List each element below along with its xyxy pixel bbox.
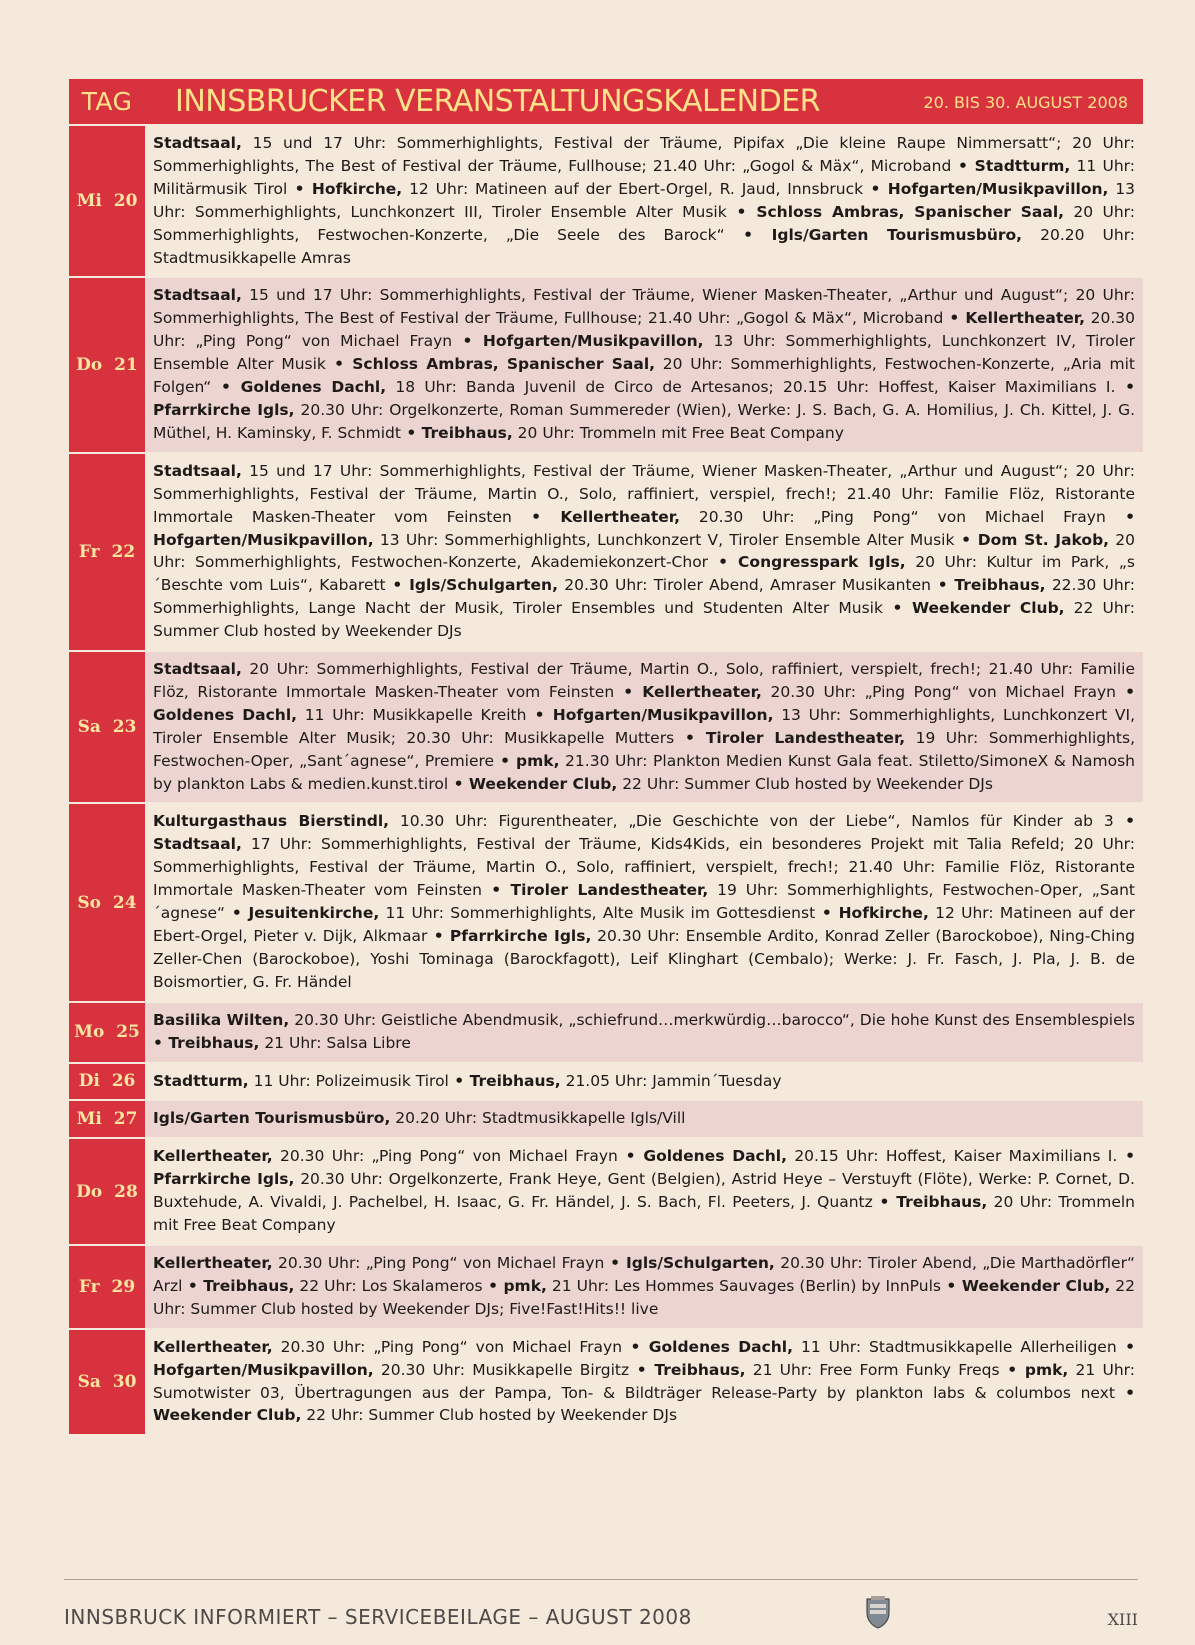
event-details: 13 Uhr: Sommerhighlights, Lunchkonzert VI, Tiroler Ensemble Alter Musik; 20.30 Uhr: Musikkapelle Mutters: [153, 705, 1135, 747]
event-details: 11 Uhr: Sommerhighlights, Alte Musik im Gottesdienst: [379, 904, 816, 923]
venue-name: Tiroler Landestheater,: [510, 881, 709, 900]
venue-name: Pfarrkirche Igls,: [449, 927, 592, 945]
bullet-separator: •: [153, 1033, 169, 1052]
day-row: [69, 1328, 1143, 1435]
event-details: 20 Uhr: Trommeln mit Free Beat Company: [153, 1193, 1135, 1235]
bullet-separator: •: [999, 1360, 1025, 1379]
day-label: Do 21: [69, 278, 145, 451]
venue-name: Hofgarten/Musikpavillon,: [153, 1360, 374, 1379]
venue-name: Hofgarten/Musikpavillon,: [887, 179, 1109, 198]
bullet-separator: •: [494, 751, 517, 770]
bullet-separator: •: [385, 576, 410, 595]
event-details: 20.30 Uhr: „Ping Pong“ von Michael Frayn: [153, 309, 1135, 351]
event-details: 21 Uhr: Free Form Funky Freqs: [745, 1360, 1000, 1379]
day-events: [145, 1064, 1143, 1100]
calendar-title: INNSBRUCKER VERANSTALTUNGSKALENDER: [175, 84, 821, 119]
venue-name: Hofkirche,: [311, 179, 403, 198]
day-events: [145, 1003, 1143, 1062]
day-row: [69, 276, 1143, 451]
day-row: [69, 650, 1143, 802]
bullet-separator: •: [1116, 682, 1135, 701]
event-details: 22 Uhr: Los Skalameros: [294, 1276, 483, 1295]
calendar-header: [69, 79, 1143, 124]
day-label: Mi 20: [69, 126, 145, 276]
venue-name: Weekender Club,: [153, 1406, 302, 1425]
bullet-separator: •: [882, 599, 912, 618]
venue-name: Kellertheater,: [153, 1337, 273, 1356]
bullet-separator: •: [225, 904, 249, 923]
venue-name: Treibhaus,: [168, 1033, 260, 1052]
bullet-separator: •: [448, 1071, 470, 1090]
venue-name: Igls/Schulgarten,: [409, 576, 558, 595]
day-label: Mi 27: [69, 1101, 145, 1137]
venue-name: Tiroler Landestheater,: [705, 728, 906, 747]
event-details: 20.30 Uhr: Orgelkonzerte, Roman Summereder (Wien), Werke: J. S. Bach, G. A. Homilius, J. Ch. Kittel, J. G. Müthel, H. Kaminsky, F. Schmidt: [153, 400, 1136, 442]
event-details: 20.30 Uhr: Tiroler Abend, „Die Marthadörfler“ Arzl: [153, 1253, 1135, 1295]
venue-name: Kulturgasthaus Bierstindl,: [153, 812, 390, 831]
tag-column-heading: TAG: [81, 87, 133, 116]
bullet-separator: •: [614, 682, 643, 701]
venue-name: Pfarrkirche Igls,: [153, 400, 295, 419]
bullet-separator: •: [400, 423, 422, 442]
bullet-separator: •: [617, 1147, 644, 1166]
day-label: Mo 25: [69, 1003, 145, 1062]
bullet-separator: •: [511, 507, 561, 526]
venue-name: Treibhaus,: [896, 1193, 988, 1212]
event-details: 22.30 Uhr: Sommerhighlights, Lange Nacht der Musik, Tiroler Ensembles und Studenten Alter Musik: [153, 576, 1135, 618]
day-events: [145, 454, 1143, 650]
venue-name: Goldenes Dachl,: [240, 378, 387, 397]
day-events: [145, 652, 1143, 802]
day-row: [69, 1099, 1143, 1137]
event-details: 21.05 Uhr: Jammin´Tuesday: [560, 1071, 782, 1090]
day-label: Do 28: [69, 1139, 145, 1244]
event-details: 19 Uhr: Sommerhighlights, Festwochen-Oper, „Sant´agnese“: [153, 881, 1135, 923]
venue-name: Stadtsaal,: [153, 835, 242, 854]
venue-name: pmk,: [1024, 1360, 1069, 1379]
bullet-separator: •: [452, 332, 483, 351]
bullet-separator: •: [287, 179, 312, 198]
venue-name: Goldenes Dachl,: [153, 705, 298, 724]
venue-name: Congresspark Igls,: [738, 553, 906, 572]
bullet-separator: •: [951, 156, 975, 175]
event-details: 13 Uhr: Sommerhighlights, Lunchkonzert III, Tiroler Ensemble Alter Musik: [153, 179, 1136, 221]
event-details: 11 Uhr: Militärmusik Tirol: [153, 156, 1135, 198]
event-details: 22 Uhr: Summer Club hosted by Weekender DJs; Five!Fast!Hits!! live: [153, 1276, 1135, 1318]
day-label: Fr 29: [69, 1246, 145, 1328]
bullet-separator: •: [481, 881, 511, 900]
venue-name: Treibhaus,: [421, 423, 513, 442]
day-events: [145, 1246, 1143, 1328]
day-events: [145, 804, 1143, 1000]
bullet-separator: •: [708, 553, 739, 572]
venue-name: Kellertheater,: [642, 682, 762, 701]
venue-name: Jesuitenkirche,: [248, 904, 380, 923]
venue-name: Schloss Ambras, Spanischer Saal,: [352, 355, 656, 374]
venue-name: Igls/Garten Tourismusbüro,: [153, 1109, 391, 1128]
venue-name: Treibhaus,: [469, 1071, 561, 1090]
venue-name: Stadtsaal,: [153, 461, 242, 480]
event-details: 17 Uhr: Sommerhighlights, Festival der Träume, Kids4Kids, ein besonderes Projekt mit Talia Refeld; 20 Uhr: Sommerhighlights, Festival der Träume, Martin O., Solo, raffiniert, verspielt, frech!; 21.40 Uhr: Familie Flöz, Ristorante Immortale Masken-Theater vom Feinsten: [153, 835, 1135, 900]
page-number: XIII: [1107, 1610, 1138, 1629]
bullet-separator: •: [427, 927, 450, 945]
footer-divider: [64, 1579, 1138, 1580]
venue-name: Weekender Club,: [468, 774, 618, 793]
event-details: 21.30 Uhr: Plankton Medien Kunst Gala feat. Stiletto/SimoneX & Namosh by plankton Labs & medien.kunst.tirol: [153, 751, 1135, 793]
event-details: 20 Uhr: Sommerhighlights, Festwochen-Konzerte, Akademiekonzert-Chor: [153, 530, 1136, 572]
event-calendar: [69, 79, 1143, 1434]
day-events: [145, 1101, 1143, 1137]
event-details: 13 Uhr: Sommerhighlights, Lunchkonzert V, Tiroler Ensemble Alter Musik: [373, 530, 955, 549]
event-details: 20 Uhr: Sommerhighlights, Festwochen-Konzerte, „Aria mit Folgen“: [153, 355, 1136, 397]
venue-name: Stadtsaal,: [153, 286, 242, 305]
bullet-separator: •: [726, 202, 757, 221]
day-label: Sa 30: [69, 1330, 145, 1435]
venue-name: Kellertheater,: [560, 507, 681, 526]
day-row: [69, 1001, 1143, 1062]
bullet-separator: •: [1117, 1147, 1135, 1166]
event-details: 18 Uhr: Banda Juvenil de Circo de Artesanos; 20.15 Uhr: Hoffest, Kaiser Maximilians I.: [386, 378, 1116, 397]
bullet-separator: •: [325, 355, 353, 374]
day-label: Di 26: [69, 1064, 145, 1100]
day-list: [69, 124, 1143, 1434]
bullet-separator: •: [872, 1193, 897, 1212]
venue-name: Schloss Ambras, Spanischer Saal,: [756, 202, 1065, 221]
venue-name: Basilika Wilten,: [153, 1010, 290, 1029]
event-details: 20.30 Uhr: Ensemble Ardito, Konrad Zeller (Barockoboe), Ning-Ching Zeller-Chen (Barockoboe), Yoshi Tominaga (Barockfagott), Leif Klinghart (Cembalo); Werke: J. Fr. Fasch, J. Pla, J. B. de Boismortier, G. Fr. Händel: [153, 927, 1135, 991]
day-events: [145, 1139, 1143, 1244]
bullet-separator: •: [943, 309, 966, 328]
event-details: 22 Uhr: Summer Club hosted by Weekender DJs: [153, 599, 1135, 641]
venue-name: Igls/Schulgarten,: [625, 1253, 775, 1272]
event-details: 15 und 17 Uhr: Sommerhighlights, Festival der Träume, Wiener Masken-Theater, „Arthur und August“; 20 Uhr: Sommerhighlights, Festival der Träume, Martin O., Solo, raffiniert, verspiel, frech!; 21.40 Uhr: Familie Flöz, Ristorante Immortale Masken-Theater vom Feinsten: [153, 461, 1135, 526]
venue-name: Kellertheater,: [965, 309, 1086, 328]
venue-name: Weekender Club,: [961, 1276, 1111, 1295]
day-events: [145, 126, 1143, 276]
date-range: 20. BIS 30. AUGUST 2008: [923, 93, 1128, 112]
event-details: 20.30 Uhr: Tiroler Abend, Amraser Musikanten: [557, 576, 931, 595]
venue-name: Stadtturm,: [974, 156, 1071, 175]
city-crest-icon: [865, 1595, 891, 1629]
day-row: [69, 1137, 1143, 1244]
event-details: 11 Uhr: Musikkapelle Kreith: [297, 705, 527, 724]
venue-name: Stadtturm,: [153, 1071, 249, 1090]
event-details: 20.15 Uhr: Hoffest, Kaiser Maximilians I.: [786, 1147, 1118, 1166]
bullet-separator: •: [1116, 1337, 1135, 1356]
event-details: 20.30 Uhr: „Ping Pong“ von Michael Frayn: [272, 1253, 605, 1272]
bullet-separator: •: [482, 1276, 504, 1295]
event-details: 20 Uhr: Trommeln mit Free Beat Company: [512, 423, 844, 442]
event-details: 12 Uhr: Matineen auf der Ebert-Orgel, R. Jaud, Innsbruck: [402, 179, 864, 198]
bullet-separator: •: [448, 774, 469, 793]
venue-name: Stadtsaal,: [153, 660, 242, 679]
bullet-separator: •: [182, 1276, 204, 1295]
event-details: 20.30 Uhr: „Ping Pong“ von Michael Frayn: [272, 1337, 623, 1356]
event-details: 10.30 Uhr: Figurentheater, „Die Geschichte von der Liebe“, Namlos für Kinder ab 3: [389, 812, 1114, 831]
venue-name: Kellertheater,: [153, 1253, 273, 1272]
venue-name: Stadtsaal,: [153, 134, 242, 152]
bullet-separator: •: [930, 576, 955, 595]
venue-name: Treibhaus,: [954, 576, 1046, 595]
day-row: [69, 452, 1143, 650]
day-label: Sa 23: [69, 652, 145, 802]
event-details: 22 Uhr: Summer Club hosted by Weekender DJs: [617, 774, 993, 793]
event-details: 15 und 17 Uhr: Sommerhighlights, Festival der Träume, Pipifax „Die kleine Raupe Nimmersatt“; 20 Uhr: Sommerhighlights, The Best of Festival der Träume, Fullhouse; 21.40 Uhr: „Gogol & Mäx“, Microband: [153, 134, 1135, 175]
bullet-separator: •: [940, 1276, 962, 1295]
bullet-separator: •: [1113, 812, 1136, 831]
event-details: 20.30 Uhr: Musikkapelle Birgitz: [373, 1360, 630, 1379]
bullet-separator: •: [629, 1360, 655, 1379]
bullet-separator: •: [604, 1253, 626, 1272]
event-details: 20.30 Uhr: „Ping Pong“ von Michael Frayn: [680, 507, 1106, 526]
event-details: 20.30 Uhr: Orgelkonzerte, Frank Heye, Gent (Belgien), Astrid Heye – Verstuyft (Flöte), Werke: P. Cornet, D. Buxtehude, A. Vivaldi, J. Pachelbel, H. Isaac, G. Fr. Händel, J. S. Bach, Fl. Peeters, J. Quantz: [153, 1170, 1135, 1212]
day-events: [145, 278, 1143, 451]
event-details: 21 Uhr: Salsa Libre: [259, 1033, 411, 1052]
day-row: [69, 1062, 1143, 1100]
venue-name: Goldenes Dachl,: [648, 1337, 794, 1356]
bullet-separator: •: [526, 705, 553, 724]
day-events: [145, 1330, 1143, 1435]
bullet-separator: •: [815, 904, 839, 923]
event-details: 21 Uhr: Les Hommes Sauvages (Berlin) by InnPuls: [546, 1276, 941, 1295]
venue-name: Treibhaus,: [203, 1276, 295, 1295]
bullet-separator: •: [674, 728, 706, 747]
bullet-separator: •: [954, 530, 978, 549]
event-details: 13 Uhr: Sommerhighlights, Lunchkonzert IV, Tiroler Ensemble Alter Musik: [153, 332, 1136, 374]
bullet-separator: •: [724, 225, 772, 244]
event-details: 20 Uhr: Sommerhighlights, Festival der Träume, Martin O., Solo, raffiniert, verspielt, frech!; 21.40 Uhr: Familie Flöz, Ristorante Immortale Masken-Theater vom Feinsten: [153, 660, 1135, 701]
event-details: 22 Uhr: Summer Club hosted by Weekender DJs: [301, 1406, 678, 1425]
venue-name: Treibhaus,: [654, 1360, 746, 1379]
venue-name: Goldenes Dachl,: [643, 1147, 787, 1166]
venue-name: pmk,: [503, 1276, 547, 1295]
footer-title: INNSBRUCK INFORMIERT – SERVICEBEILAGE – AUGUST 2008: [64, 1605, 692, 1629]
event-details: 20.20 Uhr: Stadtmusikkapelle Amras: [153, 225, 1136, 267]
bullet-separator: •: [1114, 1383, 1135, 1402]
venue-name: Weekender Club,: [912, 599, 1065, 618]
event-details: 20.30 Uhr: „Ping Pong“ von Michael Frayn: [272, 1147, 618, 1166]
event-details: 11 Uhr: Polizeimusik Tirol: [248, 1071, 449, 1090]
bullet-separator: •: [622, 1337, 649, 1356]
bullet-separator: •: [1115, 378, 1136, 397]
day-label: So 24: [69, 804, 145, 1000]
venue-name: Hofgarten/Musikpavillon,: [482, 332, 704, 351]
venue-name: Igls/Garten Tourismusbüro,: [771, 225, 1023, 244]
venue-name: Hofgarten/Musikpavillon,: [552, 705, 774, 724]
venue-name: pmk,: [516, 751, 560, 770]
bullet-separator: •: [1105, 507, 1135, 526]
day-row: [69, 802, 1143, 1000]
day-row: [69, 1244, 1143, 1328]
event-details: 12 Uhr: Matineen auf der Ebert-Orgel, Pieter v. Dijk, Alkmaar: [153, 904, 1135, 945]
venue-name: Kellertheater,: [153, 1147, 273, 1166]
venue-name: Hofgarten/Musikpavillon,: [153, 530, 374, 549]
venue-name: Pfarrkirche Igls,: [153, 1170, 295, 1189]
event-details: 20 Uhr: Sommerhighlights, Festwochen-Konzerte, „Die Seele des Barock“: [153, 202, 1135, 244]
event-details: 20.20 Uhr: Stadtmusikkapelle Igls/Vill: [390, 1109, 686, 1128]
event-details: 20 Uhr: Kultur im Park, „s´Beschte vom Luis“, Kabarett: [153, 553, 1135, 595]
event-details: 20.30 Uhr: Geistliche Abendmusik, „schiefrund…merkwürdig…barocco“, Die hohe Kunst des Ensemblespiels: [289, 1010, 1136, 1029]
bullet-separator: •: [211, 378, 241, 397]
event-details: 19 Uhr: Sommerhighlights, Festwochen-Oper, „Sant´agnese“, Premiere: [153, 728, 1135, 770]
venue-name: Hofkirche,: [838, 904, 929, 923]
day-label: Fr 22: [69, 454, 145, 650]
day-row: [69, 124, 1143, 276]
bullet-separator: •: [863, 179, 888, 198]
event-details: 20.30 Uhr: „Ping Pong“ von Michael Frayn: [761, 682, 1116, 701]
event-details: 11 Uhr: Stadtmusikkapelle Allerheiligen: [793, 1337, 1117, 1356]
venue-name: Dom St. Jakob,: [977, 530, 1110, 549]
event-details: 21 Uhr: Sumotwister 03, Übertragungen aus der Pampa, Ton- & Bildträger Release-Party by plankton labs & columbos next: [153, 1360, 1135, 1402]
event-details: 15 und 17 Uhr: Sommerhighlights, Festival der Träume, Wiener Masken-Theater, „Arthur und August“; 20 Uhr: Sommerhighlights, The Best of Festival der Träume, Fullhouse; 21.40 Uhr: „Gogol & Mäx“, Microband: [153, 286, 1135, 328]
